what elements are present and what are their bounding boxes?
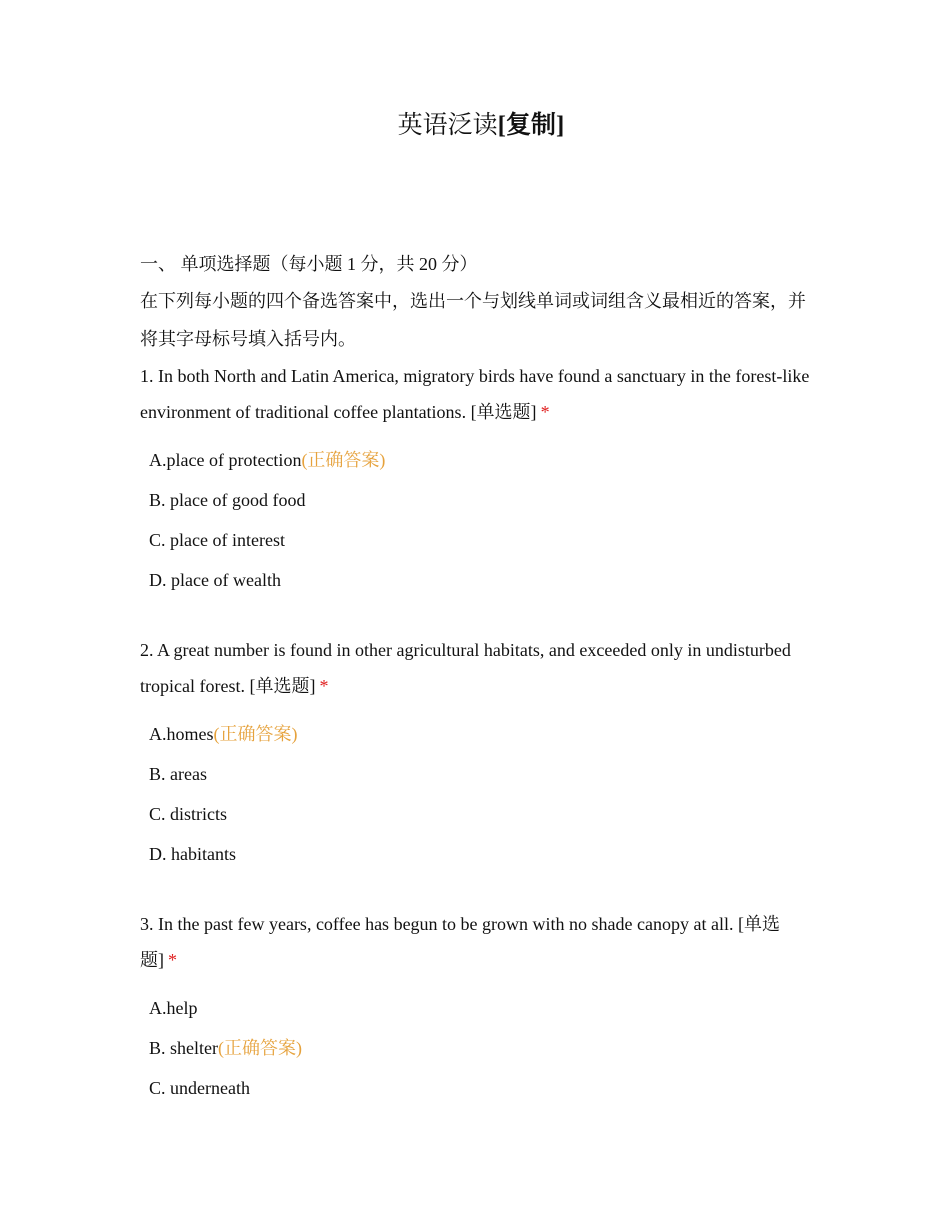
question-text [140,906,812,978]
option-list [140,988,812,1108]
option-a [149,714,812,754]
section-heading: 一、 单项选择题（每小题 1 分，共 20 分） [140,254,478,274]
option-label: B. place of good food [149,490,306,510]
option-d [149,834,812,874]
option-label: C. underneath [149,1078,250,1098]
question-2 [140,632,812,874]
option-label: A.place of protection [149,450,302,470]
question-text [140,358,812,430]
required-marker: * [540,402,550,422]
option-label: B. shelter [149,1038,218,1058]
question-1 [140,358,812,600]
correct-answer-tag: (正确答案) [218,1038,302,1058]
question-text-body: 2. A great number is found in other agricultural habitats, and exceeded only in undisturbed tropical forest. [单选题] [140,640,791,696]
option-a [149,988,812,1028]
option-label: A.help [149,998,198,1018]
question-3 [140,906,812,1108]
option-c [149,1068,812,1108]
option-label: D. place of wealth [149,570,281,590]
question-text [140,632,812,704]
correct-answer-tag: (正确答案) [213,724,298,744]
required-marker: * [168,950,177,970]
correct-answer-tag: (正确答案) [301,450,386,470]
document-content [140,246,812,1108]
section-instruction: 在下列每小题的四个备选答案中，选出一个与划线单词或词组含义最相近的答案，并将其字母标号填入括号内。 [140,291,806,349]
option-list [140,440,812,600]
option-label: B. areas [149,764,207,784]
option-list [140,714,812,874]
document-title-main: 英语泛读 [397,112,498,139]
question-text-body: 1. In both North and Latin America, migratory birds have found a sanctuary in the forest-like environment of traditional coffee plantations. [单选题] [140,366,810,422]
question-text-body: 3. In the past few years, coffee has begun to be grown with no shade canopy at all. [单选题] [140,914,780,970]
option-c [149,520,812,560]
required-marker: * [319,676,329,696]
question-spacer [140,600,812,632]
option-label: C. place of interest [149,530,285,550]
option-a [149,440,812,480]
document-title [0,108,950,144]
option-label: A.homes [149,724,214,744]
option-label: D. habitants [149,844,236,864]
question-spacer [140,874,812,906]
option-d [149,560,812,600]
option-b [149,1028,812,1068]
option-b [149,754,812,794]
document-title-suffix: [复制] [497,112,565,139]
option-b [149,480,812,520]
option-label: C. districts [149,804,228,824]
option-c [149,794,812,834]
